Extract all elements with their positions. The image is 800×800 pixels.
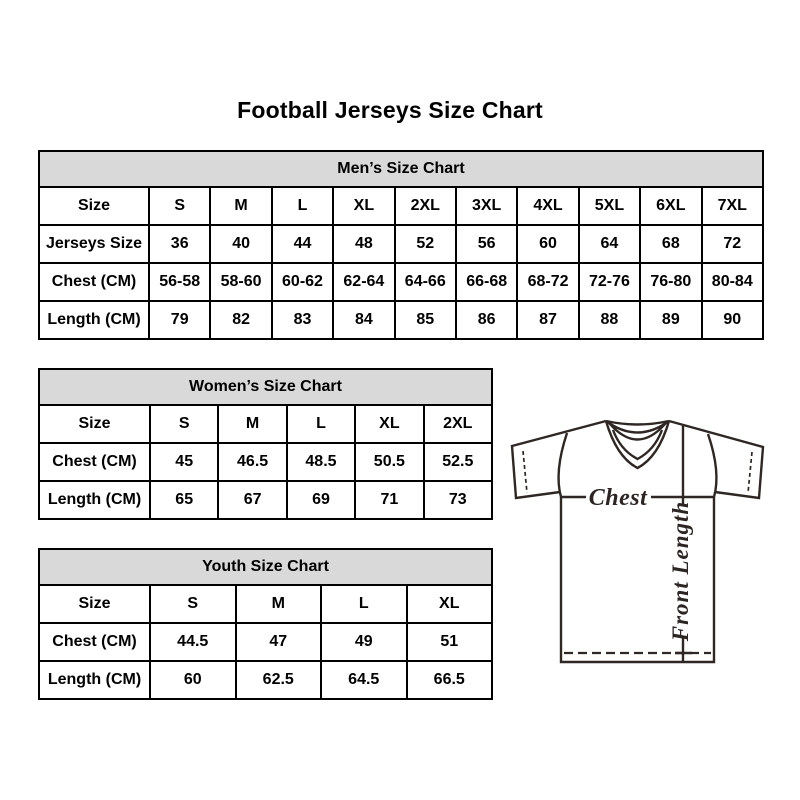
size-cell: 7XL xyxy=(702,187,763,225)
table-row xyxy=(39,585,492,623)
length-cell: 71 xyxy=(355,481,423,519)
chest-cell: 47 xyxy=(236,623,322,661)
left-cuff-dashed-line xyxy=(523,451,527,493)
right-cuff-dashed-line xyxy=(748,452,752,493)
size-cell: 6XL xyxy=(640,187,701,225)
size-cell: 2XL xyxy=(424,405,492,443)
mens-size-chart-table xyxy=(38,150,764,340)
chest-cell: 64-66 xyxy=(395,263,456,301)
length-cell: 65 xyxy=(150,481,218,519)
table-row xyxy=(39,405,492,443)
table-row xyxy=(39,301,763,339)
chest-cell: 48.5 xyxy=(287,443,355,481)
table-row xyxy=(39,481,492,519)
jerseys-size-cell: 72 xyxy=(702,225,763,263)
collar-top-edge xyxy=(606,421,669,425)
jerseys-size-cell: 56 xyxy=(456,225,517,263)
table-row xyxy=(39,623,492,661)
length-cell: 85 xyxy=(395,301,456,339)
size-cell: M xyxy=(210,187,271,225)
length-cell: 60 xyxy=(150,661,236,699)
chest-cell: 51 xyxy=(407,623,493,661)
table-row xyxy=(39,443,492,481)
table-row xyxy=(39,661,492,699)
jerseys-size-cell: 44 xyxy=(272,225,333,263)
size-cell: L xyxy=(321,585,407,623)
size-cell: L xyxy=(272,187,333,225)
length-cell: 79 xyxy=(149,301,210,339)
chest-cell: 66-68 xyxy=(456,263,517,301)
length-cell: 89 xyxy=(640,301,701,339)
length-cell: 73 xyxy=(424,481,492,519)
length-cell: 69 xyxy=(287,481,355,519)
row-label: Chest (CM) xyxy=(39,263,149,301)
row-label: Jerseys Size xyxy=(39,225,149,263)
table-row xyxy=(39,225,763,263)
chest-cell: 44.5 xyxy=(150,623,236,661)
size-cell: M xyxy=(236,585,322,623)
chest-cell: 80-84 xyxy=(702,263,763,301)
size-cell: S xyxy=(150,405,218,443)
size-cell: M xyxy=(218,405,286,443)
jersey-measurement-diagram xyxy=(498,400,782,675)
size-cell: S xyxy=(149,187,210,225)
chest-cell: 58-60 xyxy=(210,263,271,301)
size-cell: L xyxy=(287,405,355,443)
length-cell: 87 xyxy=(517,301,578,339)
size-cell: XL xyxy=(407,585,493,623)
chest-label: Chest xyxy=(588,485,648,511)
length-cell: 67 xyxy=(218,481,286,519)
chest-cell: 45 xyxy=(150,443,218,481)
length-cell: 62.5 xyxy=(236,661,322,699)
size-cell: XL xyxy=(333,187,394,225)
front-length-label: Front Length xyxy=(668,500,693,642)
length-cell: 64.5 xyxy=(321,661,407,699)
mens-table-title: Men’s Size Chart xyxy=(39,151,763,187)
size-cell: 3XL xyxy=(456,187,517,225)
right-armhole-seam xyxy=(708,434,716,497)
chest-cell: 68-72 xyxy=(517,263,578,301)
row-label: Chest (CM) xyxy=(39,443,150,481)
jerseys-size-cell: 52 xyxy=(395,225,456,263)
jerseys-size-cell: 68 xyxy=(640,225,701,263)
womens-table-title: Women’s Size Chart xyxy=(39,369,492,405)
row-label: Size xyxy=(39,187,149,225)
length-cell: 84 xyxy=(333,301,394,339)
length-cell: 90 xyxy=(702,301,763,339)
womens-size-chart-table xyxy=(38,368,493,520)
table-header-row xyxy=(39,369,492,405)
chest-cell: 50.5 xyxy=(355,443,423,481)
chest-cell: 46.5 xyxy=(218,443,286,481)
youth-size-chart-table xyxy=(38,548,493,700)
table-row xyxy=(39,263,763,301)
length-cell: 86 xyxy=(456,301,517,339)
row-label: Chest (CM) xyxy=(39,623,150,661)
size-cell: XL xyxy=(355,405,423,443)
chest-cell: 56-58 xyxy=(149,263,210,301)
row-label: Size xyxy=(39,405,150,443)
size-cell: 4XL xyxy=(517,187,578,225)
jerseys-size-cell: 48 xyxy=(333,225,394,263)
jerseys-size-cell: 36 xyxy=(149,225,210,263)
chest-cell: 60-62 xyxy=(272,263,333,301)
row-label: Size xyxy=(39,585,150,623)
youth-table-title: Youth Size Chart xyxy=(39,549,492,585)
size-cell: 2XL xyxy=(395,187,456,225)
row-label: Length (CM) xyxy=(39,661,150,699)
jerseys-size-cell: 40 xyxy=(210,225,271,263)
page-title: Football Jerseys Size Chart xyxy=(237,97,543,123)
size-cell: 5XL xyxy=(579,187,640,225)
length-cell: 82 xyxy=(210,301,271,339)
jerseys-size-cell: 64 xyxy=(579,225,640,263)
length-cell: 88 xyxy=(579,301,640,339)
table-header-row xyxy=(39,549,492,585)
jerseys-size-cell: 60 xyxy=(517,225,578,263)
row-label: Length (CM) xyxy=(39,481,150,519)
chest-cell: 52.5 xyxy=(424,443,492,481)
chest-cell: 62-64 xyxy=(333,263,394,301)
left-armhole-seam xyxy=(559,433,567,497)
size-cell: S xyxy=(150,585,236,623)
row-label: Length (CM) xyxy=(39,301,149,339)
length-cell: 66.5 xyxy=(407,661,493,699)
table-row xyxy=(39,187,763,225)
length-cell: 83 xyxy=(272,301,333,339)
chest-cell: 72-76 xyxy=(579,263,640,301)
chest-cell: 76-80 xyxy=(640,263,701,301)
chest-cell: 49 xyxy=(321,623,407,661)
table-header-row xyxy=(39,151,763,187)
